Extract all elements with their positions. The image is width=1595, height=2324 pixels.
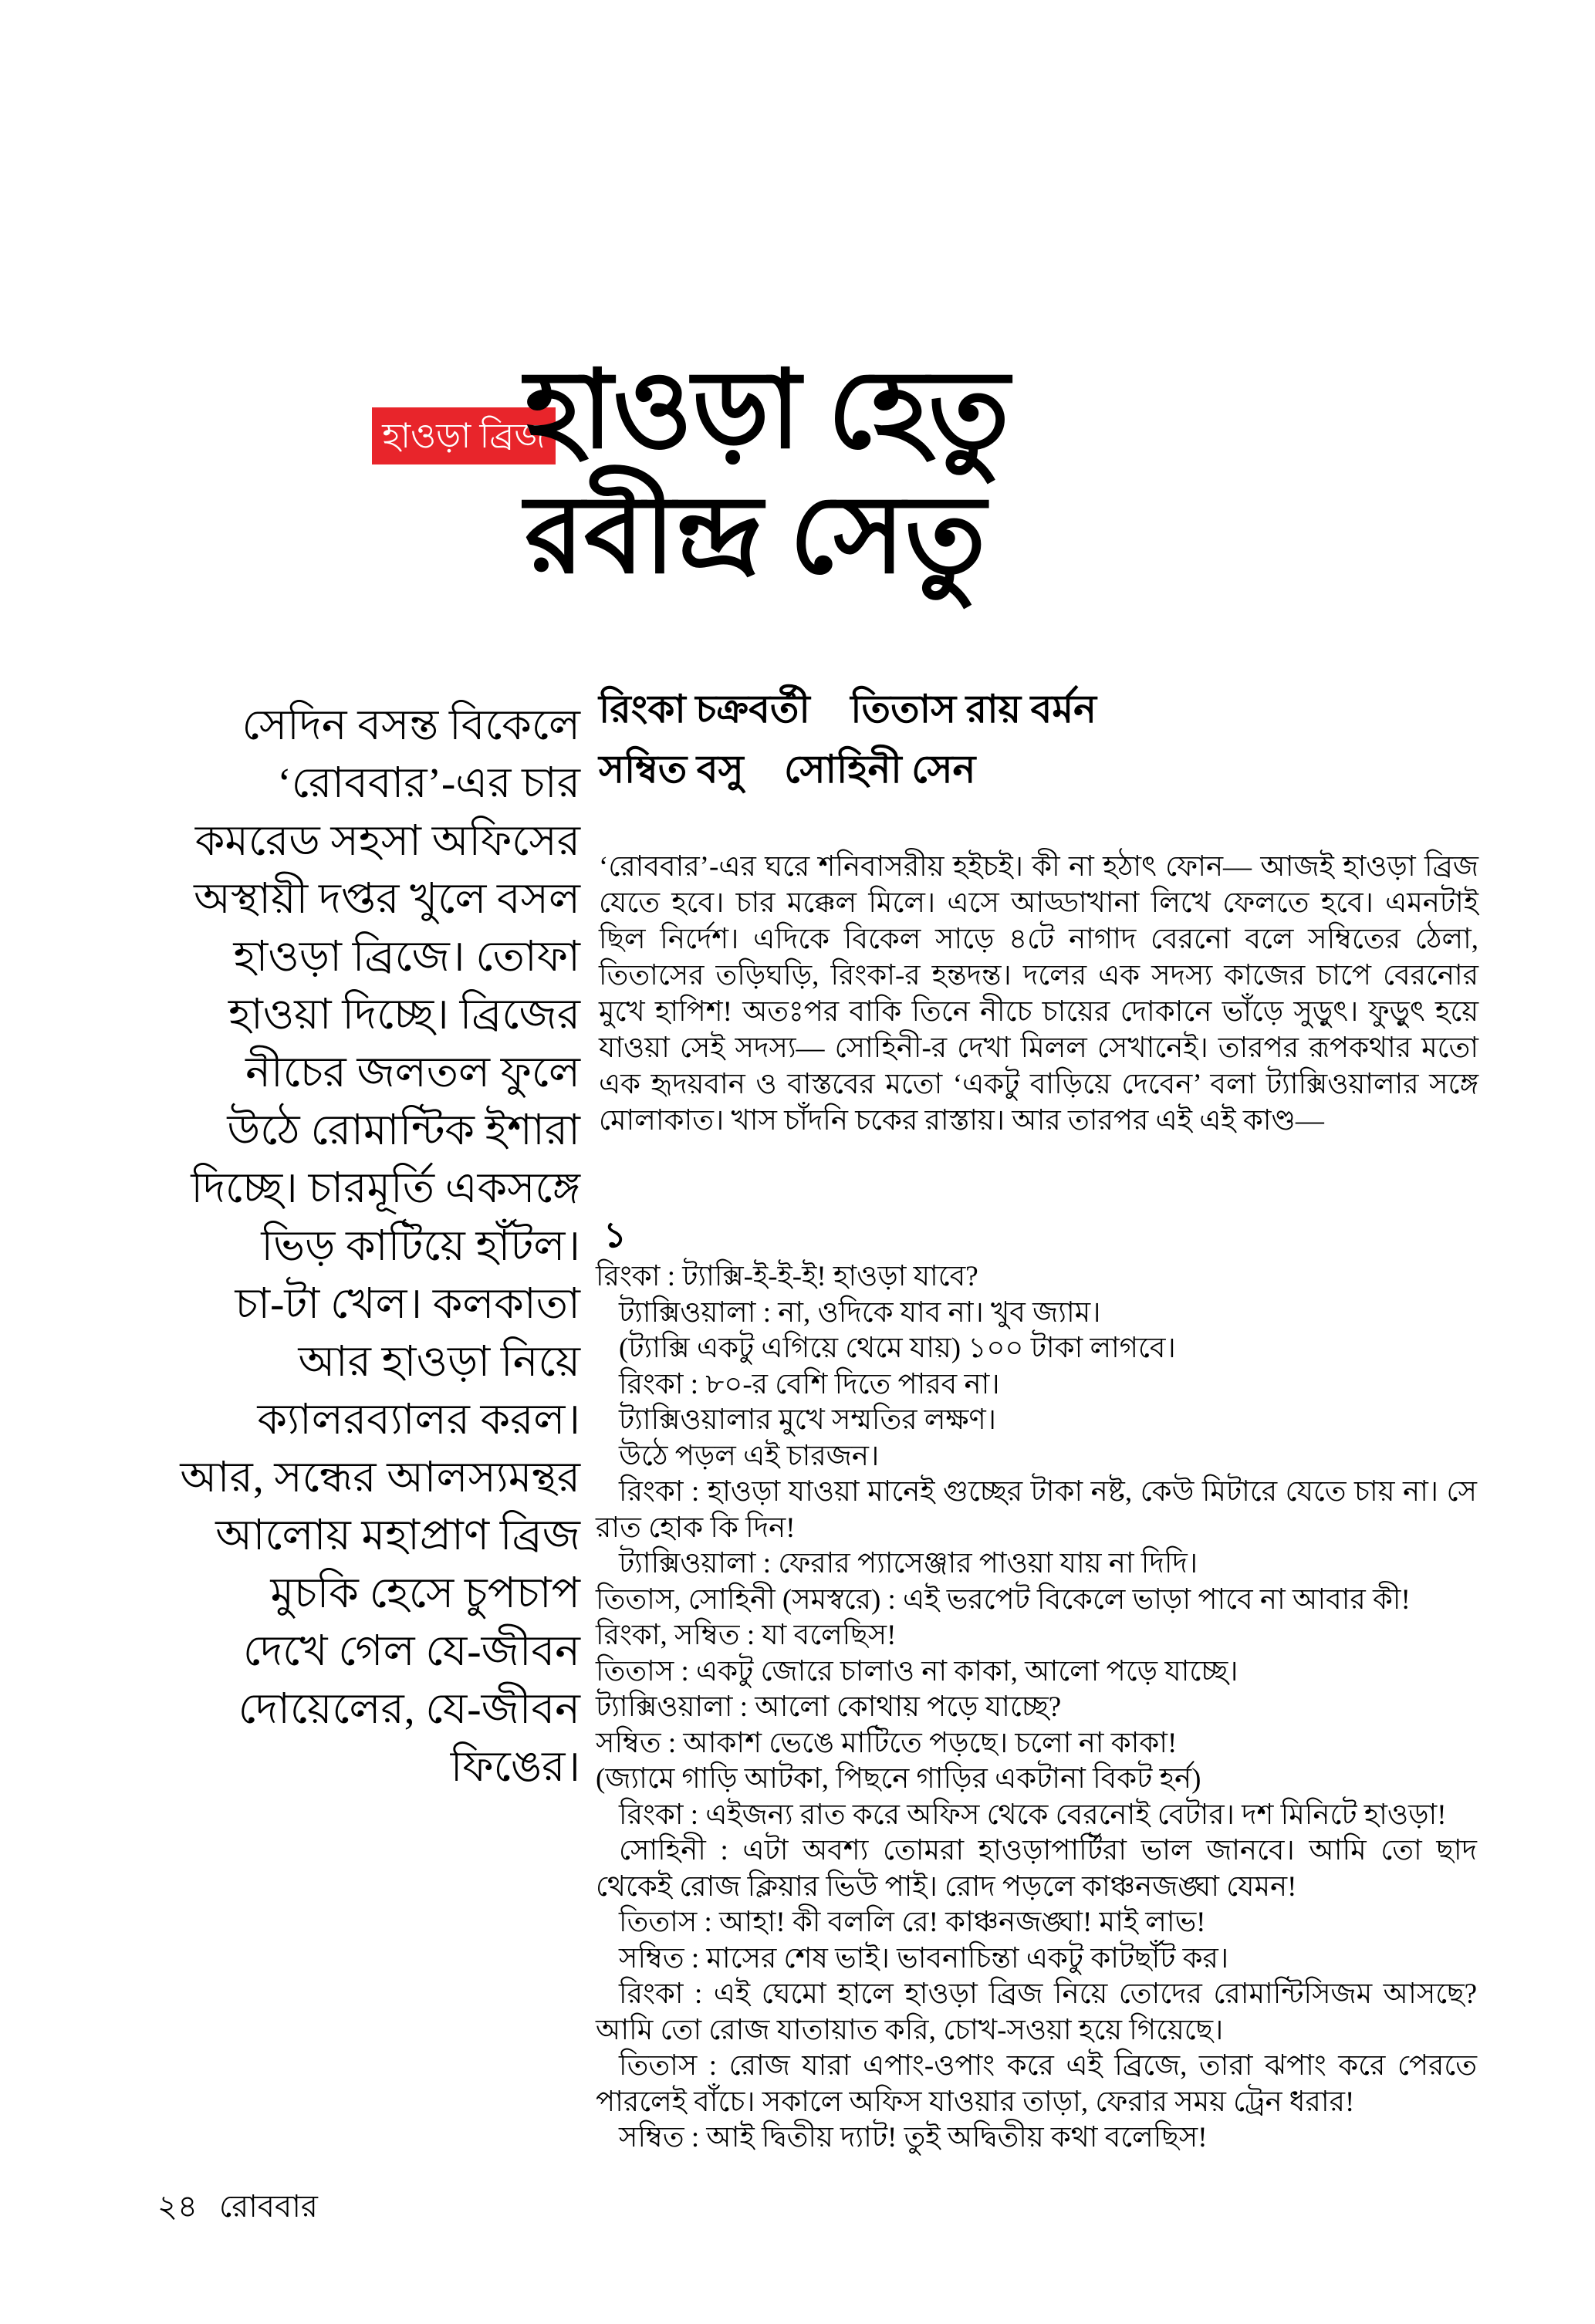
dialogue-block xyxy=(596,1259,1477,2157)
dialogue-paragraph: রিংকা : ট্যাক্সি-ই-ই-ই! হাওড়া যাবে? xyxy=(596,1261,978,1292)
author-row-2 xyxy=(599,739,1127,799)
left-column-line: ‘রোববার’-এর চার xyxy=(277,759,580,806)
dialogue-paragraph: সোহিনী : এটা অবশ্য তোমরা হাওড়াপার্টিরা ভাল জানবে। আমি তো ছাদ থেকেই রোজ ক্লিয়ার ভিউ পাই। রোদ পড়লে কাঞ্চনজঙ্ঘা যেমন! xyxy=(596,1835,1477,1903)
headline-line-1: হাওড়া হেতু xyxy=(525,351,1010,471)
author-name: সম্বিত বসু xyxy=(599,748,744,791)
left-column-line: উঠে রোমান্টিক ইশারা xyxy=(227,1106,580,1154)
left-column-line: আলোয় মহাপ্রাণ ব্রিজ xyxy=(215,1512,580,1559)
left-column-line: আর, সন্ধের আলস্যমন্থর xyxy=(180,1454,580,1501)
left-column-line: অস্থায়ী দপ্তর খুলে বসল xyxy=(194,875,580,922)
dialogue-paragraph: সম্বিত : আই দ্বিতীয় দ্যাট! তুই অদ্বিতীয় কথা বলেছিস! xyxy=(619,2122,1208,2153)
left-column-line: দেখে গেল যে-জীবন xyxy=(243,1627,580,1674)
dialogue-paragraph: সম্বিত : মাসের শেষ ভাই। ভাবনাচিন্তা একটু কাটছাঁট কর। xyxy=(619,1942,1229,1974)
dialogue-paragraph: তিতাস : রোজ যারা এপাং-ওপাং করে এই ব্রিজে, তারা ঝপাং করে পেরতে পারলেই বাঁচে। সকালে অফিস যাওয়ার তাড়া, ফেরার সময় ট্রেন ধরার! xyxy=(596,2050,1477,2118)
left-column-line: দিচ্ছে। চারমূর্তি একসঙ্গে xyxy=(191,1164,580,1211)
dialogue-paragraph: রিংকা : হাওড়া যাওয়া মানেই গুচ্ছের টাকা নষ্ট, কেউ মিটারে যেতে চায় না। সে রাত হোক কি দিন! xyxy=(596,1476,1477,1544)
dialogue-paragraph: তিতাস, সোহিনী (সমস্বরে) : এই ভরপেট বিকেলে ভাড়া পাবে না আবার কী! xyxy=(596,1583,1411,1616)
intro-paragraph: ‘রোববার’-এর ঘরে শনিবাসরীয় হইচই। কী না হঠাৎ ফোন— আজই হাওড়া ব্রিজ যেতে হবে। চার মক্কেল মিলে। এসে আড্ডাখানা লিখে ফেলতে হবে। এমনটাই ছিল নির্দেশ। এদিকে বিকেল সাড়ে ৪টে নাগাদ বেরনো বলে সম্বিতের ঠেলা, তিতাসের তড়িঘড়ি, রিংকা-র হন্তদন্ত। দলের এক সদস্য কাজের চাপে বেরনোর মুখে হাপিশ! অতঃপর বাকি তিনে নীচে চায়ের দোকানে ভাঁড়ে সুড়ুৎ। ফুড়ুৎ হয়ে যাওয়া সেই সদস্য— সোহিনী-র দেখা মিলল সেখানেই। তারপর রূপকথার মতো এক হৃদয়বান ও বাস্তবের মতো ‘একটু বাড়িয়ে দেবেন’ বলা ট্যাক্সিওয়ালার সঙ্গে মোলাকাত। খাস চাঁদনি চকের রাস্তায়। আর তারপর এই এই কাণ্ড— xyxy=(599,851,1478,1137)
magazine-name: রোববার xyxy=(218,2189,318,2224)
author-name: সোহিনী সেন xyxy=(784,748,976,791)
author-row-1 xyxy=(599,679,1127,739)
left-column-line: চা-টা খেল। কলকাতা xyxy=(235,1280,580,1327)
section-number: ১ xyxy=(603,1215,627,1255)
dialogue-paragraph: ট্যাক্সিওয়ালা : আলো কোথায় পড়ে যাচ্ছে? xyxy=(596,1691,1062,1723)
headline-line-2: রবীন্দ্র সেতু xyxy=(525,476,986,596)
left-column-line: দোয়েলের, যে-জীবন xyxy=(238,1685,580,1732)
dialogue-paragraph: ট্যাক্সিওয়ালা : ফেরার প্যাসেঞ্জার পাওয়া যায় না দিদি। xyxy=(619,1548,1198,1579)
article-headline xyxy=(525,349,1009,599)
dialogue-paragraph: সম্বিত : আকাশ ভেঙে মাটিতে পড়ছে। চলো না কাকা! xyxy=(596,1727,1178,1759)
left-column-line: হাওয়া দিচ্ছে। ব্রিজের xyxy=(228,991,580,1038)
dialogue-paragraph: উঠে পড়ল এই চারজন। xyxy=(619,1440,880,1472)
left-column-line: আর হাওড়া নিয়ে xyxy=(298,1338,580,1385)
author-byline xyxy=(599,679,1127,799)
author-name: রিংকা চক্রবর্তী xyxy=(599,687,810,731)
left-column-line: ফিঙের। xyxy=(450,1743,580,1790)
dialogue-paragraph: রিংকা : ৮০-র বেশি দিতে পারব না। xyxy=(619,1368,1000,1400)
page-footer xyxy=(157,2191,318,2222)
author-name: তিতাস রায় বর্মন xyxy=(850,687,1097,731)
dialogue-paragraph: রিংকা : এইজন্য রাত করে অফিস থেকে বেরনোই বেটার। দশ মিনিটে হাওড়া! xyxy=(619,1799,1447,1831)
dialogue-paragraph: রিংকা, সম্বিত : যা বলেছিস! xyxy=(596,1620,897,1651)
dialogue-paragraph: (ট্যাক্সি একটু এগিয়ে থেমে যায়) ১০০ টাকা লাগবে। xyxy=(619,1333,1176,1364)
dialogue-paragraph: ট্যাক্সিওয়ালার মুখে সম্মতির লক্ষণ। xyxy=(619,1404,997,1436)
dialogue-paragraph: তিতাস : আহা! কী বললি রে! কাঞ্চনজঙ্ঘা! মাই লাভ! xyxy=(619,1907,1206,1938)
left-column-line: মুচকি হেসে চুপচাপ xyxy=(270,1569,580,1616)
lede-left-column xyxy=(108,696,580,1795)
dialogue-paragraph: রিংকা : এই ঘেমো হালে হাওড়া ব্রিজ নিয়ে তোদের রোমান্টিসিজম আসছে? আমি তো রোজ যাতায়াত করি, চোখ-সওয়া হয়ে গিয়েছে। xyxy=(596,1978,1477,2046)
left-column-line: ক্যালরব্যালর করল। xyxy=(257,1396,580,1443)
dialogue-paragraph: ট্যাক্সিওয়ালা : না, ওদিকে যাব না। খুব জ্যাম। xyxy=(619,1296,1101,1329)
section-kicker-label: হাওড়া ব্রিজ xyxy=(382,416,546,455)
dialogue-paragraph: (জ্যামে গাড়ি আটকা, পিছনে গাড়ির একটানা বিকট হর্ন) xyxy=(596,1763,1201,1795)
left-column-line: কমরেড সহসা অফিসের xyxy=(194,817,580,864)
left-column-line: হাওড়া ব্রিজে। তোফা xyxy=(233,933,580,980)
left-column-line: ভিড় কাটিয়ে হাঁটল। xyxy=(261,1222,580,1269)
left-column-line: সেদিন বসন্ত বিকেলে xyxy=(242,701,580,748)
left-column-line: নীচের জলতল ফুলে xyxy=(245,1049,580,1096)
dialogue-paragraph: তিতাস : একটু জোরে চালাও না কাকা, আলো পড়ে যাচ্ছে। xyxy=(596,1655,1238,1687)
page-number: ২৪ xyxy=(157,2189,198,2224)
